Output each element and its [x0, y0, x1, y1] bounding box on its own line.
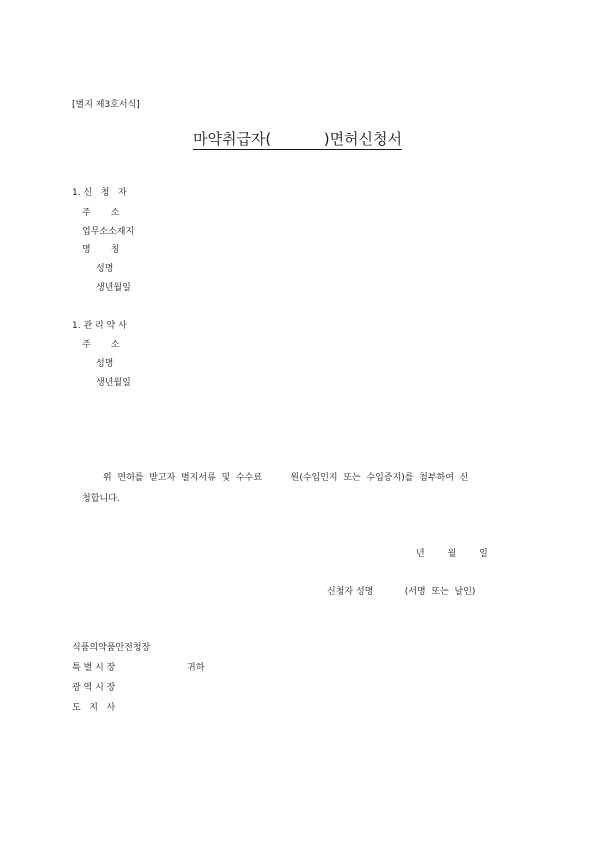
applicant-address-label: 주 소 — [82, 208, 120, 218]
recipient-honorific: 귀하 — [187, 663, 205, 673]
pharmacist-address-label: 주 소 — [82, 340, 120, 350]
applicant-section-heading: 1. 신 청 자 — [72, 188, 127, 198]
pharmacist-birth-date-label: 생년월일 — [96, 378, 131, 388]
page-title-text: 마약취급자( )면허신청서 — [192, 130, 403, 148]
date-line: 년 월 일 — [416, 549, 488, 559]
recipient-metro-city-mayor: 광 역 시 장 — [72, 683, 116, 693]
applicant-birth-date-label: 생년월일 — [96, 283, 131, 293]
form-number: [별지 제3호서식] — [72, 100, 140, 110]
pharmacist-section-heading: 1. 관 리 약 사 — [72, 321, 127, 331]
recipient-governor: 도 지 사 — [72, 703, 116, 713]
application-statement-line2: 청합니다. — [82, 494, 120, 504]
signature-line: 신청자 성명 (서명 또는 날인) — [327, 587, 476, 597]
recipient-special-city-mayor: 특 별 시 장 — [72, 663, 116, 673]
recipient-agency: 식품의약품안전청장 — [72, 643, 151, 653]
applicant-person-name-label: 성명 — [96, 264, 114, 274]
page-title — [0, 130, 595, 149]
applicant-office-location-label: 업무소소재지 — [82, 227, 135, 237]
pharmacist-person-name-label: 성명 — [96, 359, 114, 369]
application-statement-line1: 위 면허를 받고자 별지서류 및 수수료 원(수입인지 또는 수입증지)를 첨부하여 신 — [103, 473, 469, 483]
applicant-name-title-label: 명 칭 — [82, 245, 120, 255]
